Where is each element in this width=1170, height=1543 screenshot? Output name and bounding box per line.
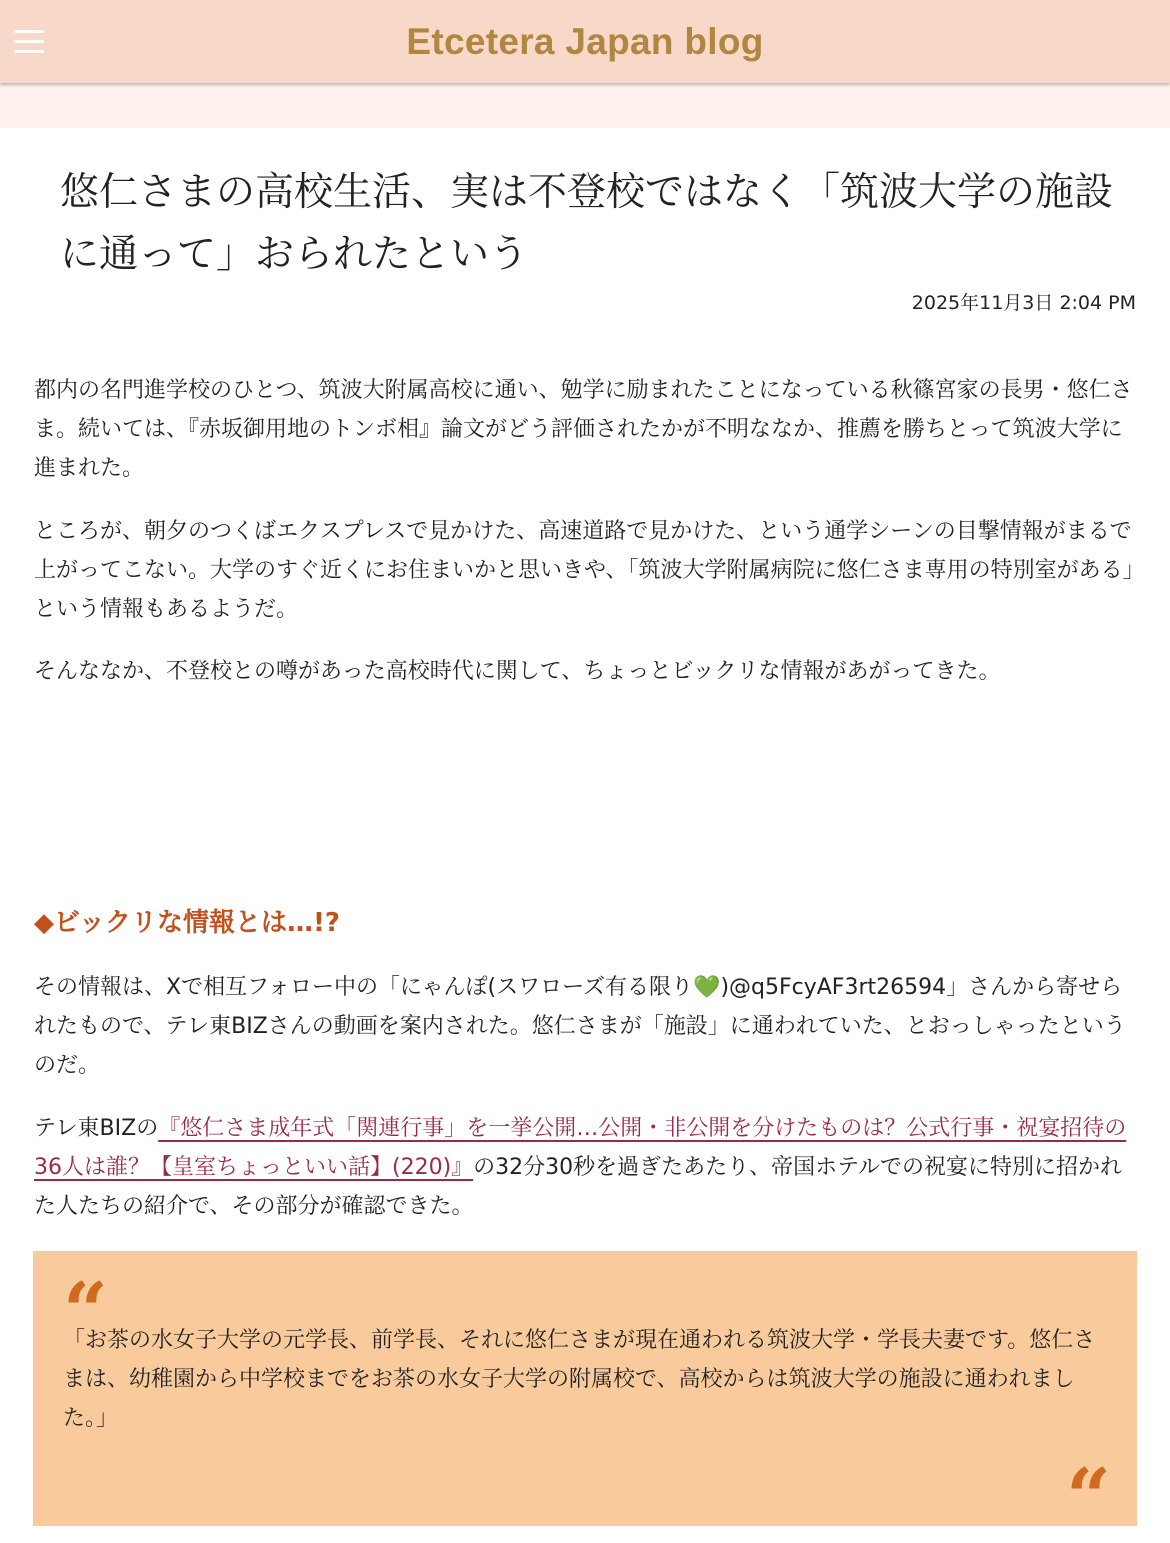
paragraph-5 [34, 1109, 1136, 1226]
open-quote-icon: “ [63, 1266, 108, 1357]
paragraph-4 [34, 968, 1136, 1085]
paragraph-1: 都内の名門進学校のひとつ、筑波大附属高校に通い、勉学に励まれたことになっている秋篠宮家の長男・悠仁さま。続いては、『赤坂御用地のトンボ相』論文がどう評価されたかが不明ななか、推薦を勝ちとって筑波大学に進まれた。 [34, 378, 1133, 481]
paragraph-5-text-a: テレ東BIZの [34, 1116, 159, 1141]
paragraph-4-text-b: )@q5FcyAF3rt26594」さんから寄せられたもので、テレ東BIZさんの動画を案内された。悠仁さまが「施設」に通われていた、とおっしゃったというのだ。 [34, 975, 1126, 1078]
section-heading: ◆ビックリな情報とは…!? [34, 908, 340, 938]
top-app-bar [0, 0, 1170, 83]
paragraph-4-text-a: その情報は、Xで相互フォロー中の「にゃんぽ(スワローズ有る限り [34, 975, 694, 1000]
article-title: 悠仁さまの高校生活、実は不登校ではなく「筑波大学の施設に通って」おられたという [60, 170, 1114, 277]
post-date: 2025年11月3日 2:04 PM [911, 292, 1136, 314]
paragraph-3: そんななか、不登校との噂があった高校時代に関して、ちょっとビックリな情報があがってきた。 [34, 659, 1001, 684]
blockquote [33, 1251, 1137, 1543]
header-subbar [0, 83, 1170, 128]
green-heart-icon: 💚 [693, 975, 721, 1000]
site-title[interactable]: Etcetera Japan blog [406, 21, 764, 62]
quote-text: 「お茶の水女子大学の元学長、前学長、それに悠仁さまが現在通われる筑波大学・学長夫妻です。悠仁さまは、幼稚園から中学校までをお茶の水女子大学の附属校で、高校からは筑波大学の施設に通われました。」 [63, 1328, 1096, 1431]
close-quote-icon: “ [1066, 1452, 1111, 1543]
paragraph-2: ところが、朝夕のつくばエクスプレスで見かけた、高速道路で見かけた、という通学シーンの目撃情報がまるで上がってこない。大学のすぐ近くにお住まいかと思いきや、「筑波大学附属病院に悠仁さま専用の特別室がある」という情報もあるようだ。 [34, 519, 1134, 622]
paragraph-5-text-b: の32分30秒を過ぎたあたり、帝国ホテルでの祝宴に特別に招かれた人たちの紹介で、その部分が確認できた。 [34, 1155, 1123, 1219]
video-link[interactable]: 『悠仁さま成年式「関連行事」を一挙公開…公開・非公開を分けたものは？公式行事・祝宴招待の36人は誰？【皇室ちょっといい話】(220)』 [34, 1116, 1127, 1180]
